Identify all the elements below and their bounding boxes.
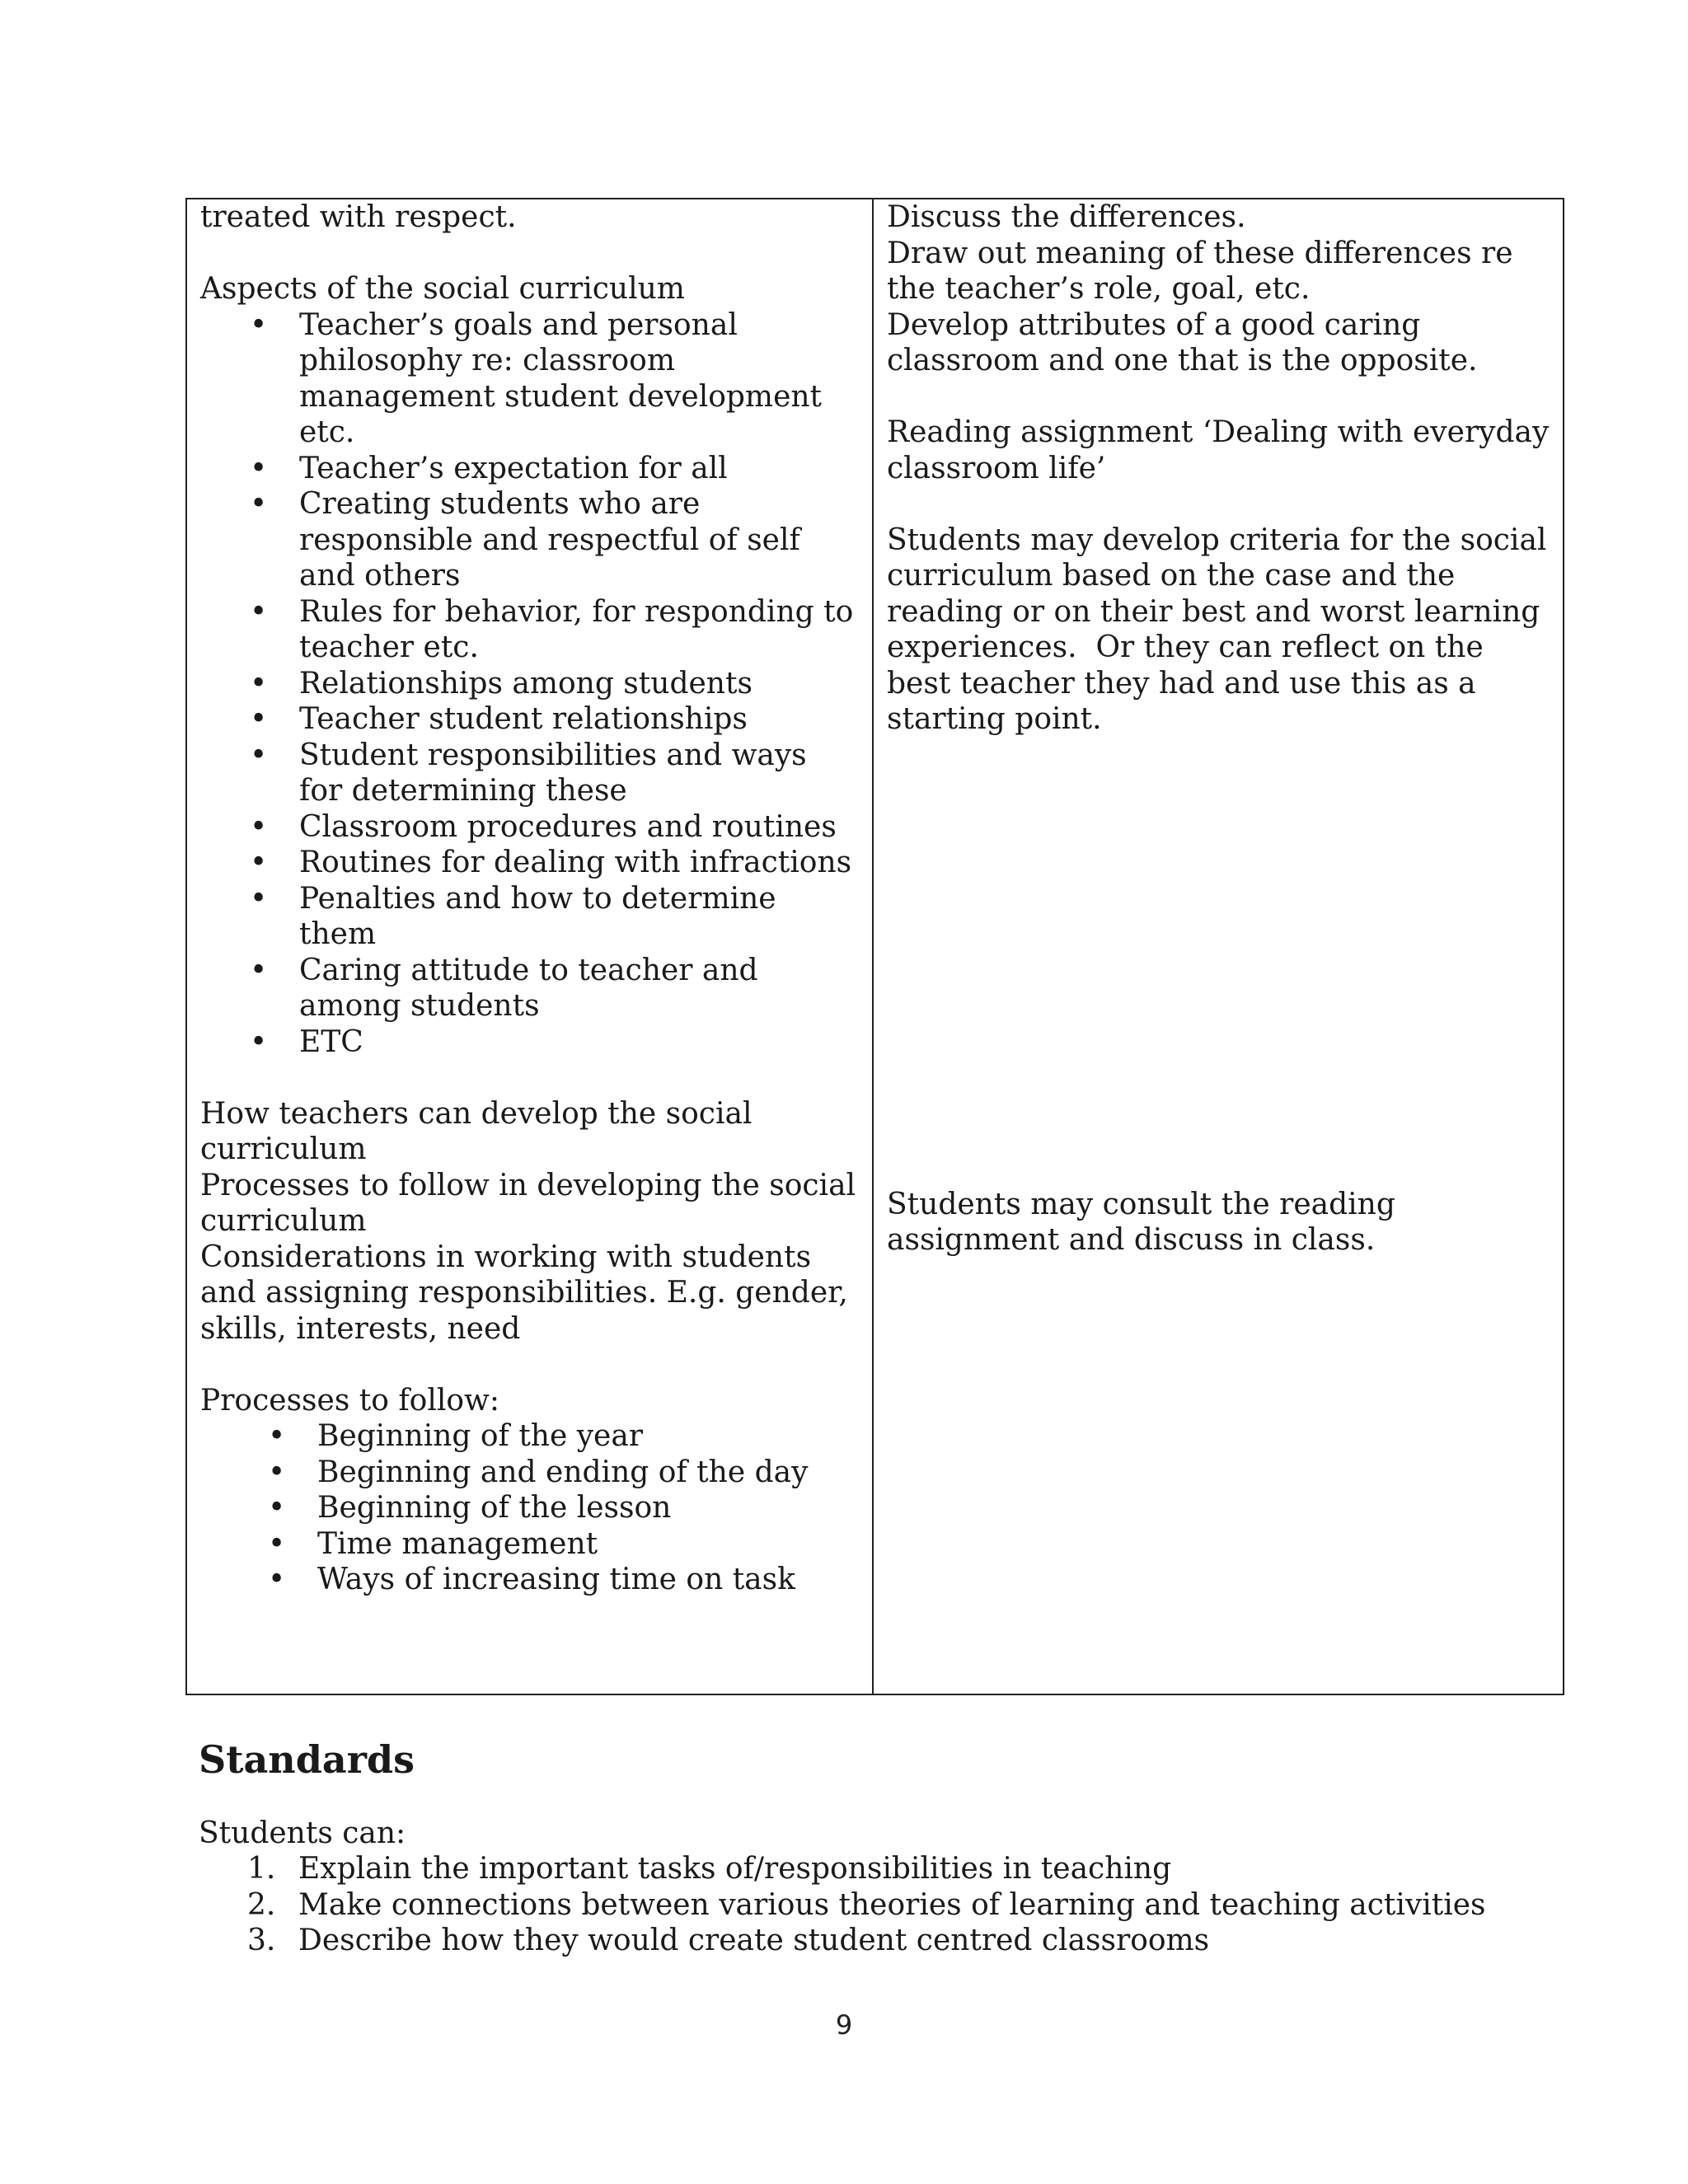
list-item: • Beginning of the lesson (268, 1491, 672, 1525)
list-item: • Relationships among students (250, 666, 753, 701)
list-item: • Rules for behavior, for responding to teacher etc. (250, 594, 854, 664)
bullet-icon: • (250, 1024, 268, 1059)
bullet-icon: • (250, 953, 268, 987)
bullet-icon: • (250, 487, 268, 521)
activity-block: Students may develop criteria for the social curriculum based on the case and the reading or on their best and worst learning experiences. Or they can reflect on the best teacher they had and use this as a starting point. (887, 523, 1556, 736)
standards-list (199, 1851, 1550, 1959)
list-item: • Teacher student relationships (250, 702, 748, 736)
list-item: • Teacher’s goals and personal philosophy re: classroom management student development etc. (250, 307, 823, 449)
develop-text: How teachers can develop the social curriculum Processes to follow in developing the social curriculum Considerations in working with students and assigning responsibilities. E.g. gender, skills, interests, need (200, 1096, 856, 1346)
list-item: • Student responsibilities and ways for determining these (250, 738, 807, 808)
bullet-icon: • (268, 1455, 286, 1489)
list-item: • Routines for dealing with infractions (250, 846, 852, 879)
activity-block: Students may consult the reading assignment and discuss in class. (887, 1187, 1405, 1257)
bullet-icon: • (250, 702, 268, 736)
aspects-heading: Aspects of the social curriculum (200, 272, 685, 306)
bullet-icon: • (250, 881, 268, 916)
bullet-icon: • (250, 307, 268, 342)
list-item: • Ways of increasing time on task (268, 1563, 795, 1596)
bullet-icon: • (250, 594, 268, 629)
standards-heading: Standards (199, 1737, 415, 1782)
page-number: 9 (835, 2009, 853, 2041)
bullet-icon: • (268, 1526, 286, 1561)
bullet-icon: • (250, 846, 268, 879)
list-item: 2. Make connections between various theories of learning and teaching activities (247, 1887, 1486, 1922)
list-item: • Classroom procedures and routines (250, 809, 837, 844)
content-cell (186, 199, 873, 1694)
list-item: 3. Describe how they would create student centred classrooms (247, 1924, 1210, 1957)
list-item: • Time management (268, 1526, 598, 1561)
bullet-icon: • (268, 1491, 286, 1525)
activities-cell (873, 199, 1564, 1694)
list-item: • Beginning of the year (268, 1419, 644, 1453)
list-item: 1. Explain the important tasks of/responsibilities in teaching (247, 1852, 1172, 1886)
bullet-icon: • (250, 451, 268, 485)
curriculum-table (185, 198, 1564, 1695)
list-item: • Teacher’s expectation for all (250, 451, 728, 485)
list-item: • Beginning and ending of the day (268, 1455, 809, 1489)
bullet-icon: • (268, 1563, 286, 1596)
bullet-icon: • (250, 809, 268, 844)
table-row (186, 199, 1564, 1694)
activity-block: Discuss the differences. Draw out meaning of these differences re the teacher’s role, goal, etc. Develop attributes of a good caring classroom and one that is the opposite. (887, 200, 1513, 377)
standards-intro: Students can: (199, 1816, 406, 1850)
list-item: • Penalties and how to determine them (250, 881, 776, 951)
processes-heading: Processes to follow: (200, 1383, 499, 1418)
activity-block: Reading assignment ‘Dealing with everyday classroom life’ (887, 415, 1559, 485)
intro-text: treated with respect. (200, 200, 517, 234)
bullet-icon: • (268, 1419, 286, 1453)
list-item: • Creating students who are responsible and respectful of self and others (250, 487, 800, 593)
list-item: • ETC (250, 1024, 363, 1059)
aspects-list (200, 307, 859, 1061)
list-item: • Caring attitude to teacher and among students (250, 953, 758, 1023)
bullet-icon: • (250, 738, 268, 772)
bullet-icon: • (250, 666, 268, 701)
processes-list (200, 1418, 859, 1598)
